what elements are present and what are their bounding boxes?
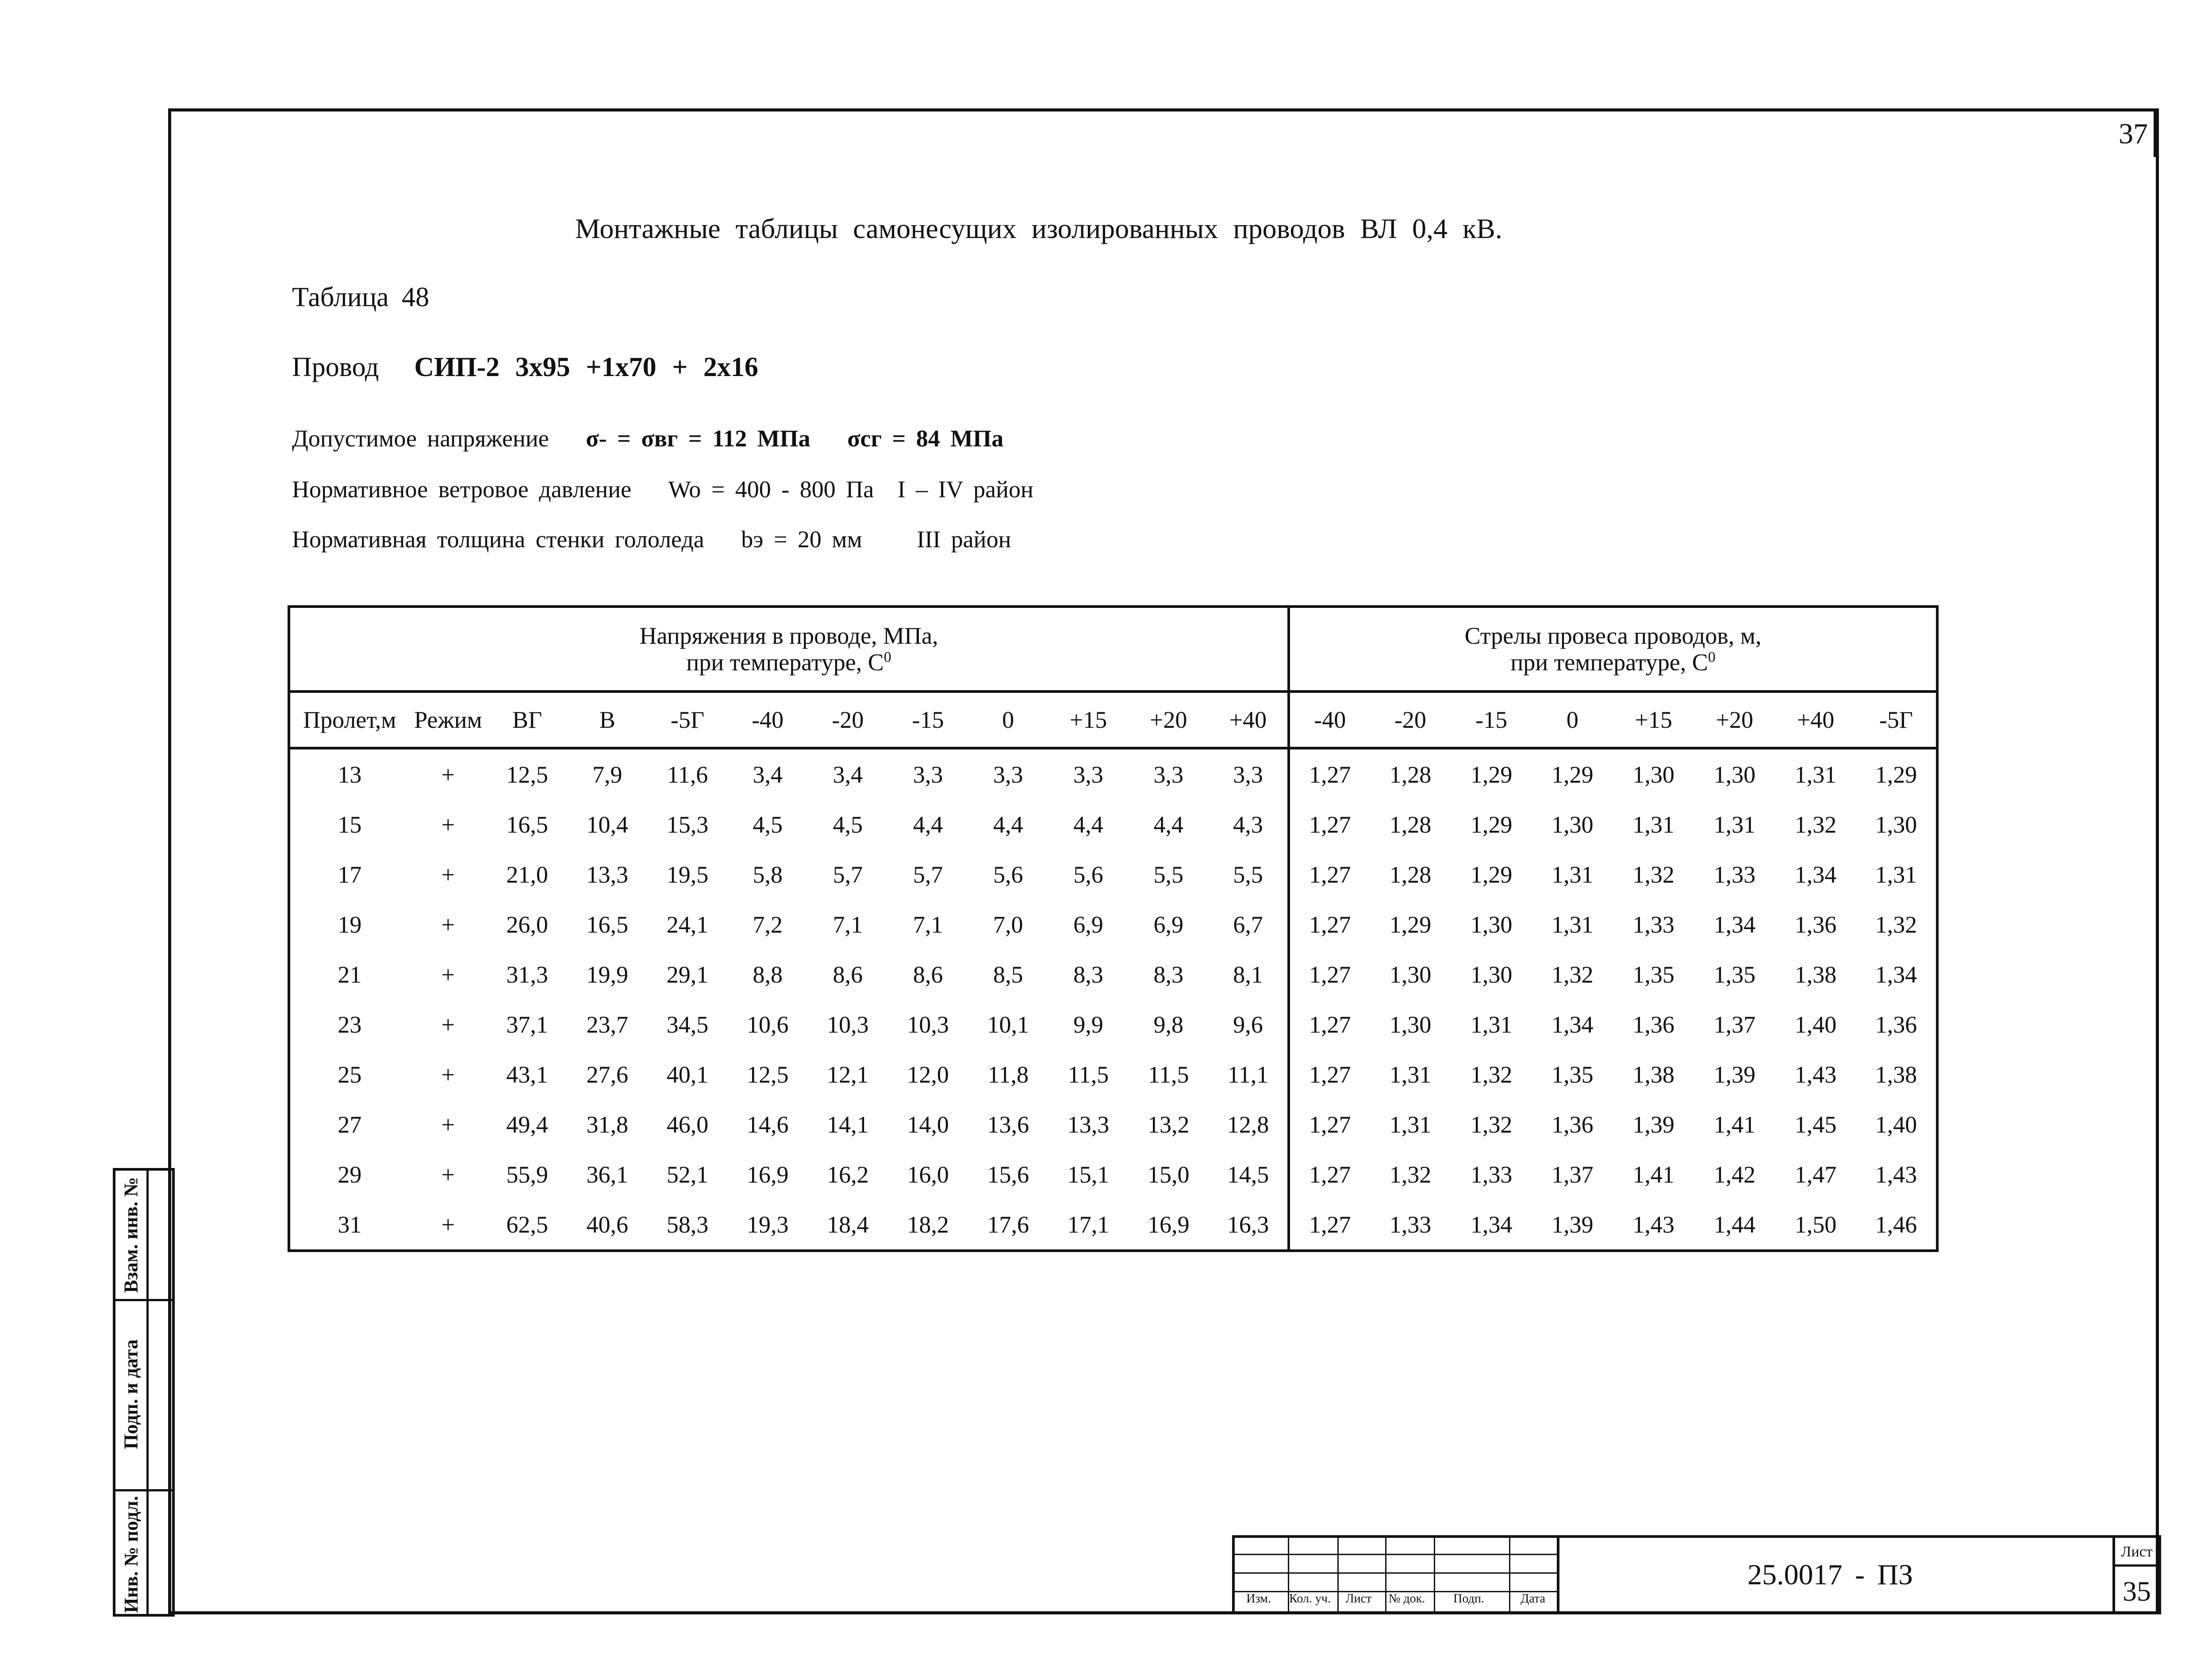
table-cell: 43,1 bbox=[506, 1061, 548, 1088]
table-cell: 1,31 bbox=[1389, 1061, 1432, 1088]
table-cell: 1,29 bbox=[1389, 911, 1432, 938]
table-cell: 3,4 bbox=[753, 761, 783, 788]
sheet-box bbox=[2112, 1535, 2161, 1614]
table-cell: 1,36 bbox=[1794, 911, 1837, 938]
column-header: -20 bbox=[808, 692, 888, 748]
table-cell: 3,4 bbox=[833, 761, 863, 788]
table-cell: 29 bbox=[289, 1149, 409, 1199]
table-cell: 1,43 bbox=[1794, 1061, 1837, 1088]
table-cell: 1,39 bbox=[1532, 1199, 1613, 1251]
table-cell: 5,6 bbox=[1073, 861, 1103, 888]
column-header: -15 bbox=[1451, 692, 1532, 748]
column-header: -40 bbox=[728, 692, 808, 748]
table-cell: 17,6 bbox=[968, 1199, 1048, 1251]
table-cell: 1,35 bbox=[1551, 1061, 1594, 1088]
table-cell: 17,1 bbox=[1048, 1199, 1128, 1251]
column-header: +40 bbox=[1775, 692, 1856, 748]
wind-param bbox=[292, 476, 1033, 503]
table-label: Таблица 48 bbox=[292, 282, 430, 312]
frame-tick bbox=[2154, 108, 2157, 157]
table-cell: + bbox=[441, 911, 455, 938]
table-row bbox=[289, 849, 1937, 899]
mounting-table bbox=[288, 605, 1939, 1252]
table-cell: 1,33 bbox=[1470, 1161, 1513, 1188]
table-cell: 10,4 bbox=[586, 811, 629, 838]
table-cell: 16,3 bbox=[1209, 1199, 1289, 1251]
column-header: В bbox=[567, 692, 647, 748]
table-cell: 19 bbox=[289, 899, 409, 949]
table-cell: 7,1 bbox=[913, 911, 943, 938]
table-cell: 58,3 bbox=[647, 1199, 727, 1251]
table-row bbox=[289, 999, 1937, 1049]
table-body bbox=[289, 748, 1937, 1251]
stress-group-header: Напряжения в проводе, МПа, при температуре, $С^0$ bbox=[289, 607, 1289, 692]
table-cell: 1,46 bbox=[1856, 1199, 1937, 1251]
table-cell: 1,29 bbox=[1551, 761, 1594, 788]
column-header: +40 bbox=[1209, 692, 1289, 748]
table-cell: 16,5 bbox=[506, 811, 548, 838]
table-cell: 21 bbox=[289, 949, 409, 999]
table-cell: 12,0 bbox=[907, 1061, 949, 1088]
table-cell: 9,8 bbox=[1153, 1011, 1183, 1038]
table-cell: 31,3 bbox=[506, 961, 548, 988]
table-cell: 1,31 bbox=[1713, 811, 1756, 838]
sheet-number: 35 bbox=[2123, 1575, 2151, 1607]
column-header: -5Г bbox=[1856, 692, 1937, 748]
table-cell: 3,3 bbox=[913, 761, 943, 788]
table-cell: + bbox=[441, 761, 455, 788]
table-cell: 1,38 bbox=[1856, 1049, 1937, 1099]
column-header: +20 bbox=[1694, 692, 1775, 748]
table-cell: 1,33 bbox=[1370, 1199, 1451, 1251]
table-cell: 15,1 bbox=[1067, 1161, 1110, 1188]
table-cell: 18,2 bbox=[888, 1199, 968, 1251]
table-row bbox=[289, 899, 1937, 949]
table-cell: 40,1 bbox=[666, 1061, 709, 1088]
table-row bbox=[289, 748, 1937, 799]
table-cell: 1,30 bbox=[1389, 961, 1432, 988]
table-cell: 12,1 bbox=[827, 1061, 869, 1088]
table-cell: 55,9 bbox=[506, 1161, 548, 1188]
table-cell: 5,8 bbox=[753, 861, 783, 888]
table-cell: 1,31 bbox=[1551, 911, 1594, 938]
stamp-inv: Инв. № подл. bbox=[120, 1495, 142, 1613]
table-cell: 62,5 bbox=[487, 1199, 567, 1251]
table-cell: 1,30 bbox=[1856, 799, 1937, 849]
table-cell: 25 bbox=[289, 1049, 409, 1099]
page-title: Монтажные таблицы самонесущих изолированных проводов ВЛ 0,4 кВ. bbox=[575, 213, 1502, 244]
table-cell: 14,6 bbox=[746, 1111, 789, 1138]
table-cell: 1,41 bbox=[1713, 1111, 1756, 1138]
table-cell: 1,31 bbox=[1551, 861, 1594, 888]
table-cell: 4,4 bbox=[993, 811, 1023, 838]
table-cell: 37,1 bbox=[506, 1011, 548, 1038]
rev-label-izm: Изм. bbox=[1246, 1592, 1271, 1606]
column-header: Режим bbox=[409, 692, 487, 748]
table-cell: 1,34 bbox=[1713, 911, 1756, 938]
table-cell: 1,27 bbox=[1289, 949, 1370, 999]
column-header: 0 bbox=[968, 692, 1048, 748]
rev-label-doc: № док. bbox=[1388, 1592, 1425, 1606]
table-cell: 1,32 bbox=[1470, 1111, 1513, 1138]
table-cell: 10,3 bbox=[827, 1011, 869, 1038]
table-cell: 13,3 bbox=[586, 861, 629, 888]
table-cell: 1,36 bbox=[1856, 999, 1937, 1049]
table-cell: 10,3 bbox=[907, 1011, 949, 1038]
table-cell: 23,7 bbox=[586, 1011, 629, 1038]
wire-label: Провод bbox=[292, 352, 379, 382]
table-cell: 5,6 bbox=[993, 861, 1023, 888]
table-cell: 49,4 bbox=[506, 1111, 548, 1138]
table-cell: 21,0 bbox=[506, 861, 548, 888]
table-cell: 1,27 bbox=[1289, 1099, 1370, 1149]
table-cell: 17 bbox=[289, 849, 409, 899]
table-cell: 3,3 bbox=[993, 761, 1023, 788]
table-cell: 23 bbox=[289, 999, 409, 1049]
column-header-row bbox=[289, 692, 1937, 748]
table-cell: 1,31 bbox=[1389, 1111, 1432, 1138]
table-cell: 4,3 bbox=[1233, 811, 1263, 838]
table-cell: 13 bbox=[289, 748, 409, 799]
table-cell: 3,3 bbox=[1153, 761, 1183, 788]
table-cell: 1,27 bbox=[1289, 899, 1370, 949]
table-cell: 11,5 bbox=[1068, 1061, 1109, 1088]
table-cell: 1,28 bbox=[1389, 811, 1432, 838]
document-code: 25.0017 - ПЗ bbox=[1747, 1559, 1913, 1591]
column-header: -40 bbox=[1289, 692, 1370, 748]
table-cell: 1,30 bbox=[1551, 811, 1594, 838]
table-cell: 1,37 bbox=[1713, 1011, 1756, 1038]
table-cell: + bbox=[441, 811, 455, 838]
table-cell: 8,1 bbox=[1233, 961, 1263, 988]
table-cell: 13,3 bbox=[1067, 1111, 1110, 1138]
table-cell: 40,6 bbox=[567, 1199, 647, 1251]
table-cell: 1,39 bbox=[1713, 1061, 1756, 1088]
table-cell: 19,5 bbox=[666, 861, 709, 888]
table-row bbox=[289, 1199, 1937, 1251]
table-cell: 8,8 bbox=[753, 961, 783, 988]
table-cell: 1,34 bbox=[1856, 949, 1937, 999]
table-cell: 6,9 bbox=[1153, 911, 1183, 938]
table-cell: 12,5 bbox=[746, 1061, 789, 1088]
sheet-label: Лист bbox=[2115, 1538, 2158, 1567]
table-cell: 1,31 bbox=[1632, 811, 1674, 838]
table-cell: 1,38 bbox=[1632, 1061, 1674, 1088]
table-cell: 1,37 bbox=[1551, 1161, 1594, 1188]
table-cell: 1,32 bbox=[1470, 1061, 1513, 1088]
stamp-vzam: Взам. инв. № bbox=[120, 1177, 142, 1293]
table-cell: 16,0 bbox=[907, 1161, 949, 1188]
table-cell: 34,5 bbox=[666, 1011, 709, 1038]
table-cell: 1,38 bbox=[1794, 961, 1837, 988]
ice-formula: bэ = 20 мм bbox=[741, 526, 862, 553]
table-cell: + bbox=[441, 1161, 455, 1188]
wind-region: I – IV район bbox=[897, 476, 1033, 503]
table-cell: 15,0 bbox=[1147, 1161, 1190, 1188]
table-cell: + bbox=[441, 1061, 455, 1088]
table-cell: 1,33 bbox=[1632, 911, 1674, 938]
rev-label-podp: Подп. bbox=[1453, 1592, 1484, 1606]
table-cell: 1,31 bbox=[1794, 761, 1837, 788]
table-cell: 1,27 bbox=[1289, 748, 1370, 799]
table-cell: 1,44 bbox=[1694, 1199, 1775, 1251]
table-cell: 1,35 bbox=[1632, 961, 1674, 988]
table-cell: 15,3 bbox=[666, 811, 709, 838]
table-cell: 1,42 bbox=[1713, 1161, 1756, 1188]
table-cell: 6,7 bbox=[1233, 911, 1263, 938]
table-cell: 3,3 bbox=[1233, 761, 1263, 788]
table-cell: 8,6 bbox=[913, 961, 943, 988]
table-cell: 5,7 bbox=[913, 861, 943, 888]
table-cell: + bbox=[441, 961, 455, 988]
table-cell: 12,8 bbox=[1227, 1111, 1269, 1138]
table-cell: 4,5 bbox=[833, 811, 863, 838]
table-cell: 1,30 bbox=[1389, 1011, 1432, 1038]
stamp-podp: Подп. и дата bbox=[120, 1339, 142, 1449]
table-cell: 29,1 bbox=[666, 961, 709, 988]
table-cell: 5,5 bbox=[1153, 861, 1183, 888]
table-row bbox=[289, 799, 1937, 849]
table-row bbox=[289, 1149, 1937, 1199]
wind-label: Нормативное ветровое давление bbox=[292, 476, 632, 503]
table-cell: 26,0 bbox=[506, 911, 548, 938]
table-cell: 1,40 bbox=[1856, 1099, 1937, 1149]
table-cell: 4,4 bbox=[913, 811, 943, 838]
table-cell: 1,45 bbox=[1794, 1111, 1837, 1138]
table-cell: 1,27 bbox=[1289, 849, 1370, 899]
page-number: 37 bbox=[2119, 118, 2148, 150]
table-cell: 4,4 bbox=[1073, 811, 1103, 838]
column-header: -5Г bbox=[647, 692, 727, 748]
table-cell: 1,43 bbox=[1613, 1199, 1694, 1251]
table-cell: 1,32 bbox=[1856, 899, 1937, 949]
table-cell: 36,1 bbox=[586, 1161, 629, 1188]
table-cell: 1,29 bbox=[1470, 761, 1513, 788]
table-cell: 1,30 bbox=[1470, 911, 1513, 938]
ice-region: III район bbox=[917, 526, 1011, 553]
rev-label-data: Дата bbox=[1521, 1592, 1545, 1606]
table-cell: 8,6 bbox=[833, 961, 863, 988]
table-cell: 1,33 bbox=[1713, 861, 1756, 888]
table-cell: 3,3 bbox=[1073, 761, 1103, 788]
table-cell: 12,5 bbox=[506, 761, 548, 788]
table-cell: 15,6 bbox=[987, 1161, 1029, 1188]
table-cell: 7,9 bbox=[592, 761, 622, 788]
table-cell: 11,8 bbox=[987, 1061, 1029, 1088]
table-cell: 1,32 bbox=[1794, 811, 1837, 838]
column-header: 0 bbox=[1532, 692, 1613, 748]
column-header: ВГ bbox=[487, 692, 567, 748]
wind-formula: Wo = 400 - 800 Па bbox=[668, 476, 874, 503]
table-cell: 15 bbox=[289, 799, 409, 849]
table-cell: 1,27 bbox=[1289, 1149, 1370, 1199]
table-cell: 5,5 bbox=[1233, 861, 1263, 888]
table-cell: 1,31 bbox=[1470, 1011, 1513, 1038]
table-cell: 14,1 bbox=[827, 1111, 869, 1138]
column-header: -15 bbox=[888, 692, 968, 748]
table-cell: 1,27 bbox=[1289, 1199, 1370, 1251]
table-cell: 1,32 bbox=[1632, 861, 1674, 888]
table-cell: 7,2 bbox=[753, 911, 783, 938]
table-cell: 1,28 bbox=[1389, 761, 1432, 788]
column-header: +15 bbox=[1613, 692, 1694, 748]
stress-formula: σ- = σвг = 112 МПа bbox=[586, 425, 810, 452]
table-cell: 14,0 bbox=[907, 1111, 949, 1138]
column-header: +15 bbox=[1048, 692, 1128, 748]
table-cell: 24,1 bbox=[666, 911, 709, 938]
table-cell: 1,50 bbox=[1775, 1199, 1856, 1251]
table-cell: 1,27 bbox=[1289, 999, 1370, 1049]
table-row bbox=[289, 1099, 1937, 1149]
table-cell: 31 bbox=[289, 1199, 409, 1251]
table-cell: 1,36 bbox=[1632, 1011, 1674, 1038]
table-cell: 27 bbox=[289, 1099, 409, 1149]
table-cell: 27,6 bbox=[586, 1061, 629, 1088]
table-cell: 9,9 bbox=[1073, 1011, 1103, 1038]
stress-label: Допустимое напряжение bbox=[292, 425, 549, 452]
table-cell: 19,3 bbox=[728, 1199, 808, 1251]
ice-param bbox=[292, 526, 1011, 553]
stress-param bbox=[292, 425, 1003, 452]
column-header: -20 bbox=[1370, 692, 1451, 748]
table-cell: 5,7 bbox=[833, 861, 863, 888]
table-cell: 11,1 bbox=[1227, 1061, 1269, 1088]
table-cell: 14,5 bbox=[1227, 1161, 1269, 1188]
table-row bbox=[289, 1049, 1937, 1099]
wire-spec: СИП-2 3х95 +1х70 + 2х16 bbox=[414, 352, 758, 382]
table-cell: 1,30 bbox=[1713, 761, 1756, 788]
table-cell: 1,32 bbox=[1551, 961, 1594, 988]
table-cell: 1,27 bbox=[1289, 799, 1370, 849]
table-cell: 13,6 bbox=[987, 1111, 1029, 1138]
rev-label-list: Лист bbox=[1345, 1592, 1372, 1606]
table-cell: 1,34 bbox=[1451, 1199, 1532, 1251]
table-cell: + bbox=[441, 1111, 455, 1138]
table-cell: 1,41 bbox=[1632, 1161, 1674, 1188]
table-cell: 1,31 bbox=[1856, 849, 1937, 899]
table-cell: 7,0 bbox=[993, 911, 1023, 938]
table-row bbox=[289, 949, 1937, 999]
table-cell: 8,3 bbox=[1073, 961, 1103, 988]
table-cell: 18,4 bbox=[808, 1199, 888, 1251]
wire-line bbox=[292, 352, 758, 383]
table-cell: 1,29 bbox=[1470, 811, 1513, 838]
table-cell: 1,30 bbox=[1470, 961, 1513, 988]
table-cell: 1,35 bbox=[1713, 961, 1756, 988]
stress-formula-2: σсг = 84 МПа bbox=[847, 425, 1004, 452]
sag-group-header: Стрелы провеса проводов, м, при температуре, $С^0$ bbox=[1289, 607, 1937, 692]
table-cell: 9,6 bbox=[1233, 1011, 1263, 1038]
table-cell: 1,27 bbox=[1289, 1049, 1370, 1099]
table-cell: 6,9 bbox=[1073, 911, 1103, 938]
column-header: Пролет,м bbox=[289, 692, 409, 748]
table-cell: 1,29 bbox=[1856, 748, 1937, 799]
table-cell: 1,40 bbox=[1794, 1011, 1837, 1038]
table-cell: 11,6 bbox=[667, 761, 708, 788]
table-cell: 16,9 bbox=[1129, 1199, 1209, 1251]
table-cell: 7,1 bbox=[833, 911, 863, 938]
column-header: +20 bbox=[1129, 692, 1209, 748]
table-cell: + bbox=[409, 1199, 487, 1251]
table-cell: 1,34 bbox=[1551, 1011, 1594, 1038]
side-stamp bbox=[113, 1168, 175, 1617]
table-cell: 10,1 bbox=[987, 1011, 1029, 1038]
table-cell: 1,32 bbox=[1389, 1161, 1432, 1188]
table-cell: 11,5 bbox=[1148, 1061, 1189, 1088]
table-cell: 1,29 bbox=[1470, 861, 1513, 888]
table-cell: 31,8 bbox=[586, 1111, 629, 1138]
table-cell: 4,5 bbox=[753, 811, 783, 838]
table-cell: 46,0 bbox=[666, 1111, 709, 1138]
ice-label: Нормативная толщина стенки гололеда bbox=[292, 526, 704, 553]
table-cell: 8,3 bbox=[1153, 961, 1183, 988]
table-cell: 19,9 bbox=[586, 961, 629, 988]
table-cell: 1,36 bbox=[1551, 1111, 1594, 1138]
table-cell: + bbox=[441, 861, 455, 888]
table-cell: 1,39 bbox=[1632, 1111, 1674, 1138]
table-cell: 4,4 bbox=[1153, 811, 1183, 838]
table-cell: 1,28 bbox=[1389, 861, 1432, 888]
title-block bbox=[1232, 1535, 2161, 1614]
table-cell: 16,2 bbox=[827, 1161, 869, 1188]
table-cell: + bbox=[441, 1011, 455, 1038]
table-cell: 16,9 bbox=[746, 1161, 789, 1188]
table-cell: 52,1 bbox=[666, 1161, 709, 1188]
table-cell: 13,2 bbox=[1147, 1111, 1190, 1138]
table-cell: 1,43 bbox=[1856, 1149, 1937, 1199]
table-cell: 16,5 bbox=[586, 911, 629, 938]
table-cell: 10,6 bbox=[746, 1011, 789, 1038]
table-cell: 8,5 bbox=[993, 961, 1023, 988]
table-cell: 1,30 bbox=[1632, 761, 1674, 788]
table-cell: 1,34 bbox=[1794, 861, 1837, 888]
table-cell: 1,47 bbox=[1794, 1161, 1837, 1188]
rev-label-kol: Кол. уч. bbox=[1289, 1592, 1331, 1606]
